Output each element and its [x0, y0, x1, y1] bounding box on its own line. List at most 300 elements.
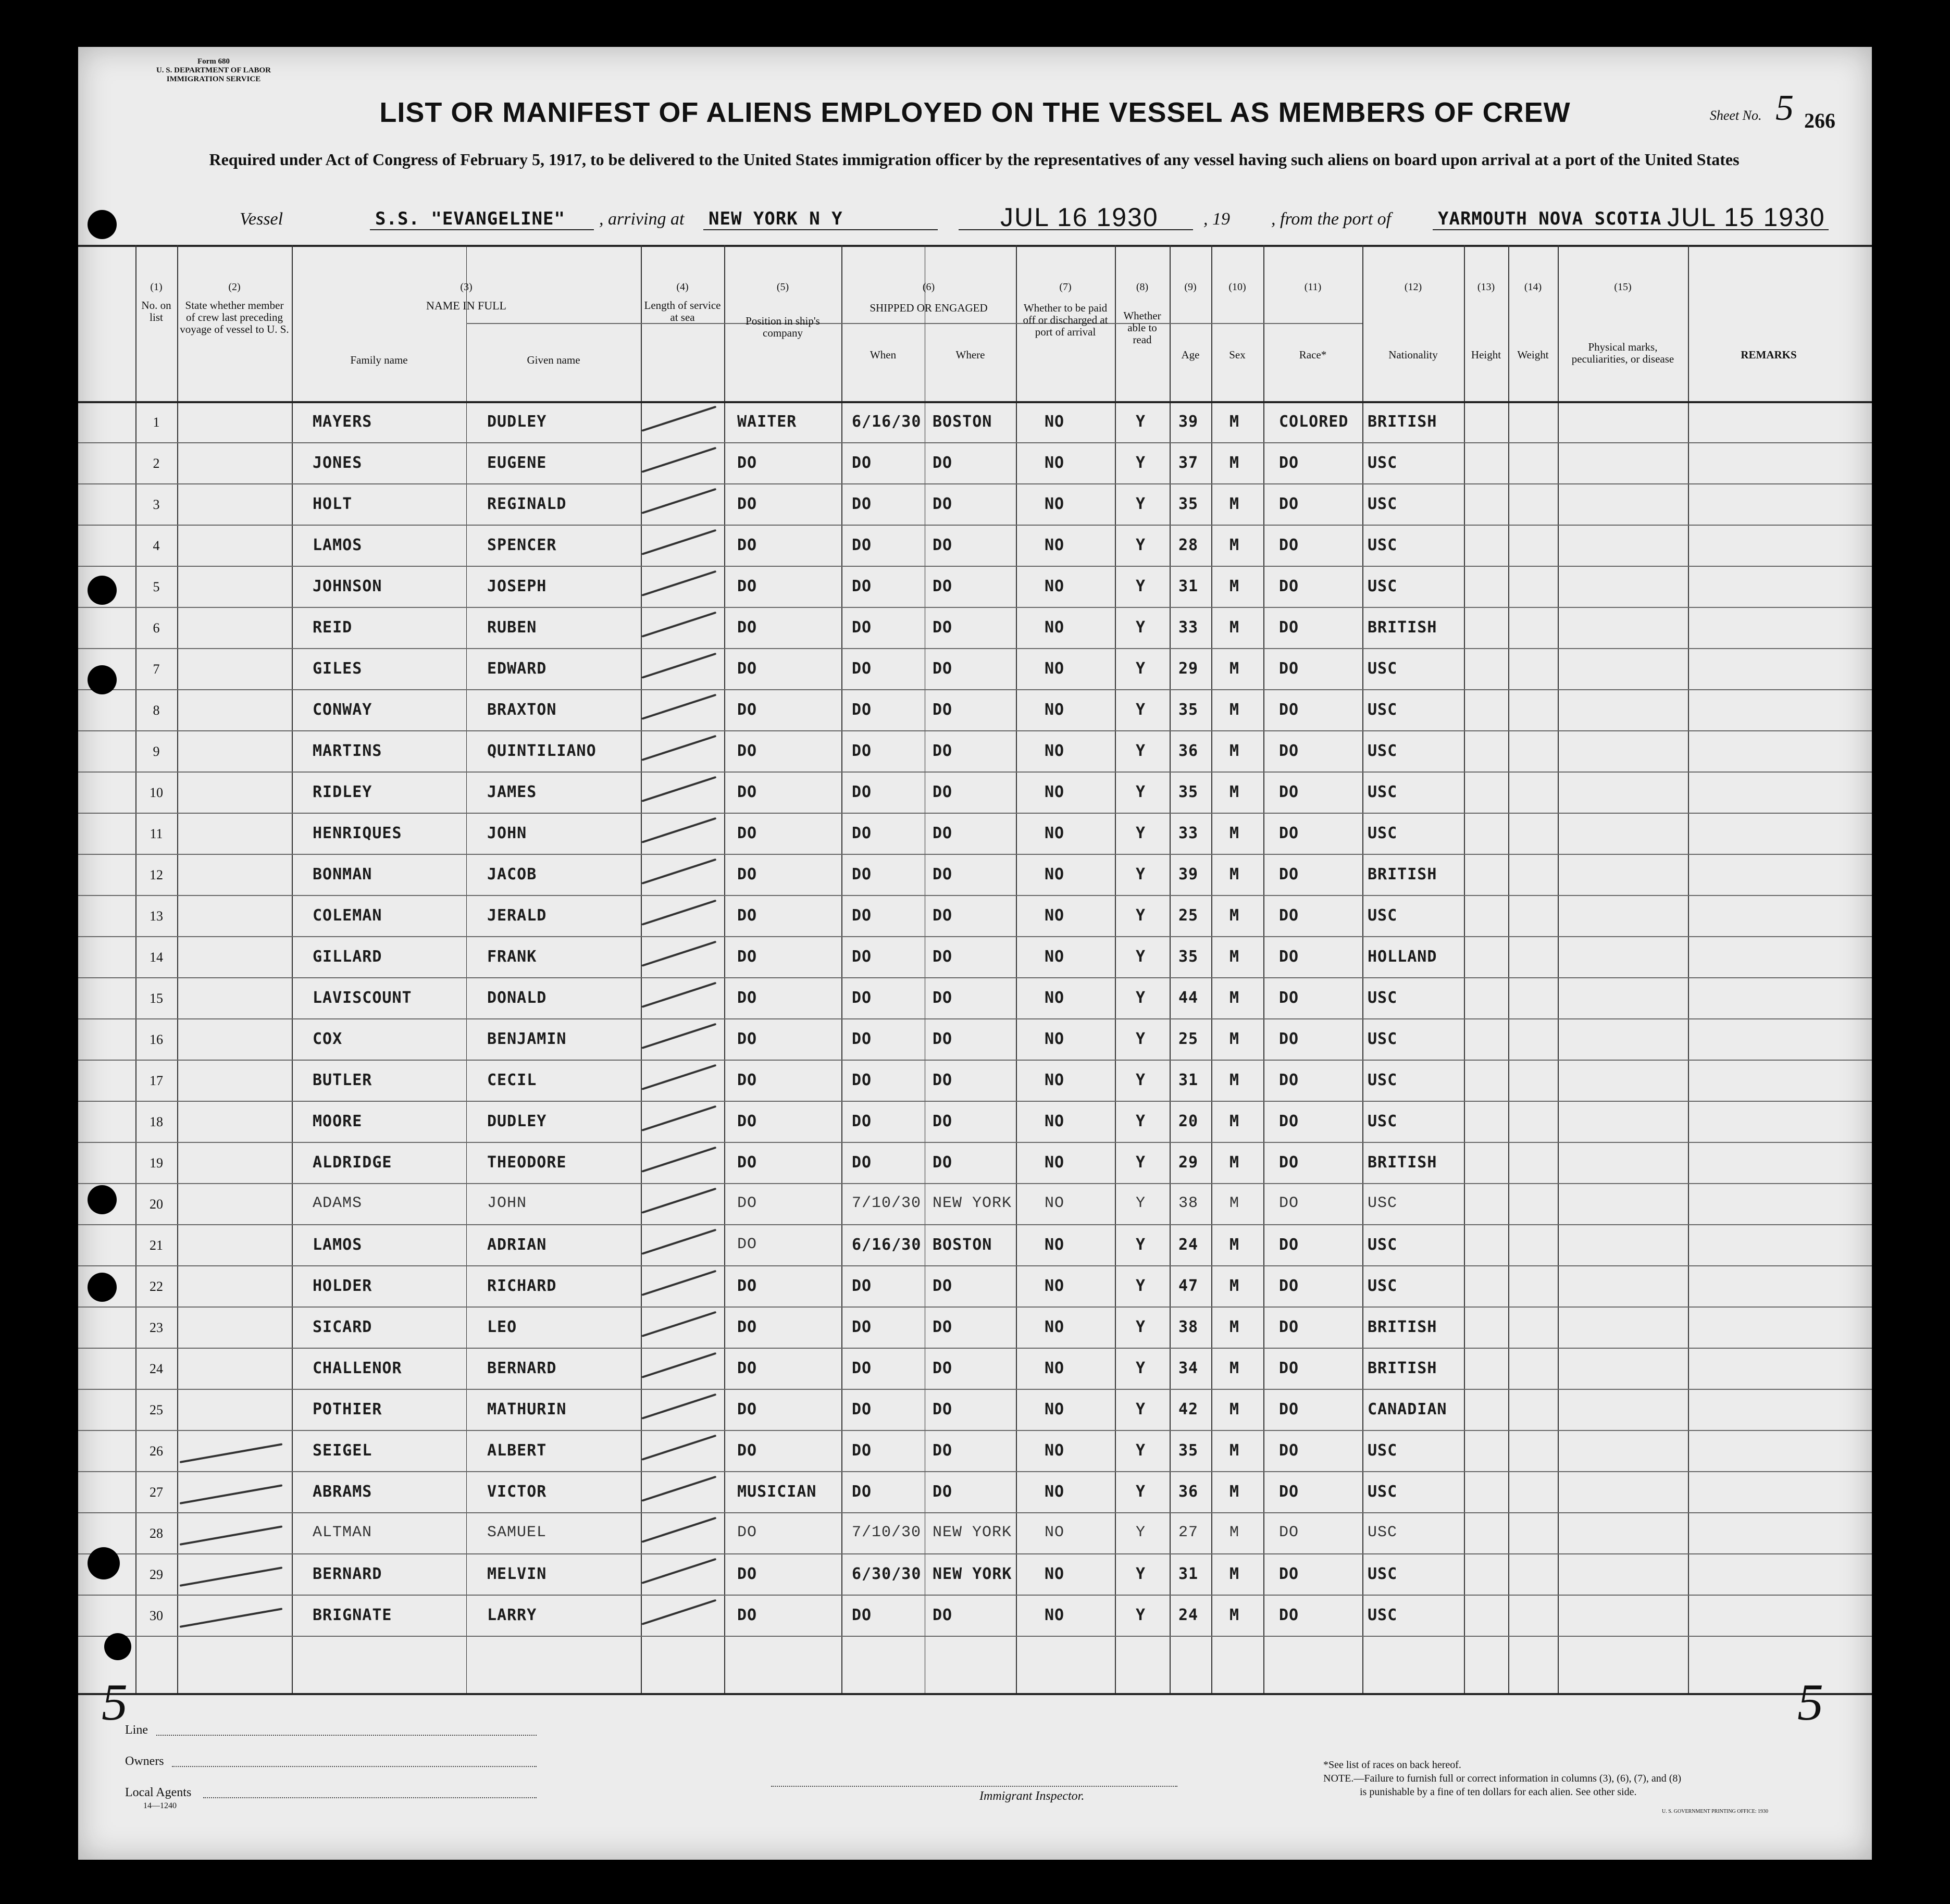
cell-when: DO: [852, 1030, 872, 1048]
cell-family: JONES: [313, 454, 363, 472]
printing-office: U. S. GOVERNMENT PRINTING OFFICE: 1930: [1662, 1809, 1768, 1814]
cell-paid: NO: [1045, 865, 1065, 883]
cell-age: 31: [1178, 577, 1199, 595]
col-num-8: (8): [1136, 281, 1149, 293]
cell-age: 37: [1178, 454, 1199, 472]
cell-nat: USC: [1368, 1565, 1398, 1583]
cell-sex: M: [1229, 659, 1240, 678]
cell-paid: NO: [1045, 1277, 1065, 1295]
footnote-fine: is punishable by a fine of ten dollars for each alien. See other side.: [1360, 1786, 1637, 1798]
service-checkmark: [641, 612, 716, 638]
col-num-12: (12): [1404, 281, 1422, 293]
cell-when: DO: [852, 536, 872, 554]
header-position: Position in ship's company: [746, 315, 820, 339]
cell-paid: NO: [1045, 413, 1065, 431]
cell-nat: USC: [1368, 701, 1398, 719]
cell-nat: BRITISH: [1368, 618, 1437, 637]
row-number: 2: [153, 456, 160, 471]
row-number: 8: [153, 703, 160, 718]
cell-race: DO: [1279, 1071, 1299, 1089]
cell-paid: NO: [1045, 1112, 1065, 1130]
cell-read: Y: [1136, 577, 1146, 595]
service-checkmark: [641, 1311, 716, 1337]
header-height: Height: [1471, 349, 1501, 361]
cell-given: BERNARD: [487, 1359, 557, 1377]
cell-read: Y: [1136, 1112, 1146, 1130]
cell-given: MELVIN: [487, 1565, 547, 1583]
cell-age: 38: [1178, 1194, 1199, 1212]
cell-read: Y: [1136, 1236, 1146, 1254]
cell-read: Y: [1136, 536, 1146, 554]
cell-race: DO: [1279, 577, 1299, 595]
cell-given: JAMES: [487, 783, 537, 801]
cell-sex: M: [1229, 742, 1240, 760]
cell-when: 7/10/30: [852, 1194, 922, 1212]
cell-given: SPENCER: [487, 536, 557, 554]
cell-sex: M: [1229, 1030, 1240, 1048]
cell-read: Y: [1136, 906, 1146, 925]
service-checkmark: [641, 1476, 716, 1502]
service-checkmark: [641, 653, 716, 679]
row-number: 19: [150, 1155, 163, 1171]
cell-age: 29: [1178, 1153, 1199, 1172]
footnote-note: NOTE.—Failure to furnish full or correct information in columns (3), (6), (7), and (8): [1323, 1773, 1682, 1784]
header-given-name: Given name: [527, 354, 580, 366]
cell-family: MARTINS: [313, 742, 382, 760]
cell-family: CHALLENOR: [313, 1359, 402, 1377]
cell-nat: USC: [1368, 1236, 1398, 1254]
cell-family: HOLDER: [313, 1277, 372, 1295]
form-number: Form 680: [197, 57, 230, 66]
cell-family: BUTLER: [313, 1071, 372, 1089]
row-number: 15: [150, 991, 163, 1006]
header-state-whether: State whether member of crew last preceding voyage of vessel to U. S.: [180, 299, 289, 335]
cell-given: ALBERT: [487, 1441, 547, 1460]
cell-position: WAITER: [737, 413, 797, 431]
cell-position: DO: [737, 865, 757, 883]
header-weight: Weight: [1517, 349, 1549, 361]
cell-family: ABRAMS: [313, 1483, 372, 1501]
cell-family: COLEMAN: [313, 906, 382, 925]
cell-when: DO: [852, 1483, 872, 1501]
cell-given: MATHURIN: [487, 1400, 567, 1418]
cell-given: ADRIAN: [487, 1236, 547, 1254]
cell-family: LAMOS: [313, 1236, 363, 1254]
cell-race: DO: [1279, 1318, 1299, 1336]
cell-where: DO: [933, 577, 953, 595]
cell-given: JERALD: [487, 906, 547, 925]
cell-race: DO: [1279, 1277, 1299, 1295]
prior-voyage-mark: [180, 1566, 283, 1587]
cell-sex: M: [1229, 577, 1240, 595]
right-sheet-mark: 5: [1797, 1673, 1823, 1731]
cell-age: 29: [1178, 659, 1199, 678]
vessel-name: S.S. "EVANGELINE": [375, 208, 565, 229]
cell-given: DONALD: [487, 989, 547, 1007]
cell-family: SICARD: [313, 1318, 372, 1336]
cell-given: LARRY: [487, 1606, 537, 1624]
cell-paid: NO: [1045, 536, 1065, 554]
cell-sex: M: [1229, 1483, 1240, 1501]
cell-where: DO: [933, 1606, 953, 1624]
row-number: 29: [150, 1567, 163, 1582]
row-number: 17: [150, 1073, 163, 1088]
sheet-label: Sheet No.: [1709, 108, 1762, 123]
col-num-4: (4): [676, 281, 689, 293]
row-number: 30: [150, 1608, 163, 1623]
service-checkmark: [641, 1352, 716, 1378]
cell-nat: BRITISH: [1368, 413, 1437, 431]
cell-position: DO: [737, 1277, 757, 1295]
cell-paid: NO: [1045, 1194, 1065, 1212]
cell-family: BRIGNATE: [313, 1606, 392, 1624]
cell-sex: M: [1229, 989, 1240, 1007]
cell-position: DO: [737, 1606, 757, 1624]
row-number: 18: [150, 1114, 163, 1129]
cell-given: DUDLEY: [487, 413, 547, 431]
service-checkmark: [641, 1188, 716, 1214]
cell-given: EDWARD: [487, 659, 547, 678]
cell-position: DO: [737, 1236, 757, 1253]
cell-paid: NO: [1045, 1153, 1065, 1172]
header-physical: Physical marks, peculiarities, or disease: [1571, 341, 1674, 365]
cell-position: DO: [737, 742, 757, 760]
cell-where: DO: [933, 906, 953, 925]
cell-nat: BRITISH: [1368, 1153, 1437, 1172]
cell-given: QUINTILIANO: [487, 742, 597, 760]
cell-age: 47: [1178, 1277, 1199, 1295]
col-num-13: (13): [1477, 281, 1495, 293]
cell-nat: USC: [1368, 989, 1398, 1007]
left-sheet-mark: 5: [102, 1673, 128, 1731]
cell-position: DO: [737, 1030, 757, 1048]
cell-paid: NO: [1045, 1400, 1065, 1418]
prior-voyage-mark: [180, 1608, 283, 1628]
service-checkmark: [641, 900, 716, 926]
cell-nat: USC: [1368, 1524, 1398, 1541]
cell-paid: NO: [1045, 948, 1065, 966]
departure-stamp: JUL 15 1930: [1667, 203, 1825, 232]
service-checkmark: [641, 1270, 716, 1296]
cell-race: DO: [1279, 495, 1299, 513]
cell-race: DO: [1279, 865, 1299, 883]
cell-age: 44: [1178, 989, 1199, 1007]
cell-sex: M: [1229, 1112, 1240, 1130]
cell-age: 25: [1178, 906, 1199, 925]
cell-read: Y: [1136, 865, 1146, 883]
cell-where: DO: [933, 454, 953, 472]
cell-paid: NO: [1045, 495, 1065, 513]
cell-family: MOORE: [313, 1112, 363, 1130]
cell-when: DO: [852, 1318, 872, 1336]
cell-sex: M: [1229, 1524, 1240, 1541]
cell-age: 36: [1178, 742, 1199, 760]
service-checkmark: [641, 1558, 716, 1584]
cell-given: THEODORE: [487, 1153, 567, 1172]
cell-paid: NO: [1045, 454, 1065, 472]
cell-sex: M: [1229, 495, 1240, 513]
cell-position: DO: [737, 701, 757, 719]
header-no-on-list: No. on list: [141, 299, 171, 323]
cell-position: DO: [737, 1194, 757, 1212]
col-num-14: (14): [1524, 281, 1542, 293]
cell-paid: NO: [1045, 659, 1065, 678]
row-number: 9: [153, 744, 160, 759]
crew-table: [78, 245, 1872, 1693]
cell-when: DO: [852, 989, 872, 1007]
cell-when: DO: [852, 1071, 872, 1089]
service-checkmark: [641, 529, 716, 555]
cell-read: Y: [1136, 1318, 1146, 1336]
row-number: 28: [150, 1526, 163, 1541]
cell-nat: BRITISH: [1368, 865, 1437, 883]
cell-family: ADAMS: [313, 1194, 363, 1212]
col-num-6: (6): [922, 281, 935, 293]
col-num-9: (9): [1184, 281, 1197, 293]
cell-where: DO: [933, 1030, 953, 1048]
cell-position: DO: [737, 1071, 757, 1089]
cell-paid: NO: [1045, 1524, 1065, 1541]
cell-when: DO: [852, 1400, 872, 1418]
cell-given: EUGENE: [487, 454, 547, 472]
cell-age: 35: [1178, 701, 1199, 719]
cell-given: JOHN: [487, 824, 527, 842]
form-header: [135, 57, 292, 84]
line-label: Line: [125, 1723, 148, 1737]
cell-sex: M: [1229, 783, 1240, 801]
cell-nat: USC: [1368, 1071, 1398, 1089]
service-checkmark: [641, 694, 716, 720]
cell-nat: USC: [1368, 1606, 1398, 1624]
punch-hole: [88, 1185, 117, 1214]
cell-where: NEW YORK: [933, 1524, 1012, 1541]
row-number: 26: [150, 1443, 163, 1459]
cell-age: 35: [1178, 495, 1199, 513]
cell-race: DO: [1279, 1400, 1299, 1418]
cell-nat: USC: [1368, 454, 1398, 472]
header-paid-off: Whether to be paid off or discharged at port of arrival: [1023, 302, 1108, 338]
cell-given: BRAXTON: [487, 701, 557, 719]
cell-family: LAVISCOUNT: [313, 989, 412, 1007]
cell-when: DO: [852, 618, 872, 637]
service-checkmark: [641, 941, 716, 967]
cell-position: DO: [737, 454, 757, 472]
cell-position: DO: [737, 618, 757, 637]
service-checkmark: [641, 1393, 716, 1420]
cell-age: 35: [1178, 783, 1199, 801]
cell-read: Y: [1136, 495, 1146, 513]
from-port: YARMOUTH NOVA SCOTIA: [1438, 208, 1662, 229]
row-number: 10: [150, 785, 163, 800]
row-number: 23: [150, 1320, 163, 1335]
cell-position: DO: [737, 1359, 757, 1377]
cell-race: DO: [1279, 1153, 1299, 1172]
cell-given: BENJAMIN: [487, 1030, 567, 1048]
footnote-races: *See list of races on back hereof.: [1323, 1759, 1461, 1771]
row-number: 24: [150, 1361, 163, 1376]
cell-sex: M: [1229, 1565, 1240, 1583]
cell-age: 31: [1178, 1565, 1199, 1583]
cell-sex: M: [1229, 1153, 1240, 1172]
cell-when: DO: [852, 701, 872, 719]
cell-age: 28: [1178, 536, 1199, 554]
punch-hole: [104, 1633, 131, 1660]
cell-age: 33: [1178, 824, 1199, 842]
cell-race: DO: [1279, 783, 1299, 801]
manifest-sheet: [78, 47, 1872, 1860]
cell-read: Y: [1136, 1483, 1146, 1501]
prior-voyage-mark: [180, 1443, 283, 1463]
row-number: 27: [150, 1485, 163, 1500]
cell-when: DO: [852, 495, 872, 513]
cell-nat: USC: [1368, 906, 1398, 925]
cell-nat: USC: [1368, 1483, 1398, 1501]
cell-paid: NO: [1045, 618, 1065, 637]
cell-position: DO: [737, 906, 757, 925]
cell-race: COLORED: [1279, 413, 1349, 431]
cell-where: DO: [933, 865, 953, 883]
header-sex: Sex: [1229, 349, 1246, 361]
cell-family: SEIGEL: [313, 1441, 372, 1460]
cell-position: DO: [737, 536, 757, 554]
cell-where: DO: [933, 1112, 953, 1130]
service-checkmark: [641, 488, 716, 514]
cell-age: 33: [1178, 618, 1199, 637]
page-title: LIST OR MANIFEST OF ALIENS EMPLOYED ON THE VESSEL AS MEMBERS OF CREW: [379, 97, 1571, 128]
header-where: Where: [955, 349, 985, 361]
cell-position: DO: [737, 1565, 757, 1583]
cell-where: DO: [933, 783, 953, 801]
cell-read: Y: [1136, 413, 1146, 431]
cell-read: Y: [1136, 454, 1146, 472]
cell-where: NEW YORK: [933, 1565, 1012, 1583]
cell-when: DO: [852, 783, 872, 801]
cell-position: DO: [737, 1524, 757, 1541]
cell-family: BONMAN: [313, 865, 372, 883]
col-num-11: (11): [1304, 281, 1322, 293]
cell-family: POTHIER: [313, 1400, 382, 1418]
col-num-1: (1): [150, 281, 163, 293]
cell-position: DO: [737, 577, 757, 595]
arriving-port: NEW YORK N Y: [709, 208, 843, 229]
cell-when: DO: [852, 577, 872, 595]
cell-when: 7/10/30: [852, 1524, 922, 1541]
cell-when: DO: [852, 1441, 872, 1460]
cell-when: DO: [852, 1359, 872, 1377]
cell-sex: M: [1229, 865, 1240, 883]
cell-sex: M: [1229, 701, 1240, 719]
cell-read: Y: [1136, 824, 1146, 842]
row-number: 11: [150, 826, 163, 841]
row-number: 13: [150, 909, 163, 924]
service-checkmark: [641, 1023, 716, 1049]
cell-position: DO: [737, 989, 757, 1007]
cell-read: Y: [1136, 1277, 1146, 1295]
cell-when: DO: [852, 906, 872, 925]
cell-age: 35: [1178, 1441, 1199, 1460]
cell-when: DO: [852, 1153, 872, 1172]
cell-race: DO: [1279, 989, 1299, 1007]
row-number: 21: [150, 1238, 163, 1253]
cell-nat: HOLLAND: [1368, 948, 1437, 966]
service-checkmark: [641, 406, 716, 432]
cell-when: DO: [852, 948, 872, 966]
cell-paid: NO: [1045, 1236, 1065, 1254]
cell-race: DO: [1279, 1359, 1299, 1377]
punch-hole: [88, 1273, 117, 1302]
cell-where: DO: [933, 948, 953, 966]
row-number: 20: [150, 1197, 163, 1212]
cell-where: DO: [933, 1318, 953, 1336]
cell-given: CECIL: [487, 1071, 537, 1089]
cell-paid: NO: [1045, 906, 1065, 925]
cell-when: DO: [852, 659, 872, 678]
col-num-3: (3): [460, 281, 473, 293]
cell-age: 39: [1178, 865, 1199, 883]
cell-when: DO: [852, 1606, 872, 1624]
cell-given: FRANK: [487, 948, 537, 966]
page-subtitle: Required under Act of Congress of February 5, 1917, to be delivered to the United States immigration officer by the representatives of any vessel having such aliens on board upon arrival at a port of the United States: [209, 150, 1740, 169]
cell-read: Y: [1136, 783, 1146, 801]
cell-where: DO: [933, 495, 953, 513]
cell-race: DO: [1279, 1565, 1299, 1583]
cell-paid: NO: [1045, 742, 1065, 760]
cell-position: DO: [737, 659, 757, 678]
cell-read: Y: [1136, 1606, 1146, 1624]
punch-hole: [88, 210, 117, 239]
cell-nat: USC: [1368, 1194, 1398, 1212]
cell-race: DO: [1279, 454, 1299, 472]
cell-paid: NO: [1045, 783, 1065, 801]
cell-sex: M: [1229, 1277, 1240, 1295]
cell-where: BOSTON: [933, 413, 992, 431]
cell-race: DO: [1279, 1112, 1299, 1130]
service-checkmark: [641, 570, 716, 596]
cell-where: DO: [933, 1483, 953, 1501]
header-nationality: Nationality: [1388, 349, 1438, 361]
vessel-line: [240, 203, 1855, 234]
cell-race: DO: [1279, 824, 1299, 842]
cell-paid: NO: [1045, 1318, 1065, 1336]
cell-given: LEO: [487, 1318, 517, 1336]
cell-position: DO: [737, 1441, 757, 1460]
cell-paid: NO: [1045, 1606, 1065, 1624]
header-able-read: Whether able to read: [1123, 309, 1161, 346]
cell-where: DO: [933, 1400, 953, 1418]
cell-where: DO: [933, 1441, 953, 1460]
service: IMMIGRATION SERVICE: [166, 75, 261, 83]
cell-paid: NO: [1045, 1441, 1065, 1460]
cell-when: 6/30/30: [852, 1565, 922, 1583]
owners-label: Owners: [125, 1754, 164, 1768]
cell-nat: USC: [1368, 1112, 1398, 1130]
cell-race: DO: [1279, 536, 1299, 554]
cell-when: DO: [852, 824, 872, 842]
agents-code: 14—1240: [143, 1801, 177, 1810]
cell-when: DO: [852, 742, 872, 760]
cell-given: RICHARD: [487, 1277, 557, 1295]
cell-read: Y: [1136, 618, 1146, 637]
cell-nat: BRITISH: [1368, 1318, 1437, 1336]
row-number: 1: [153, 415, 160, 430]
punch-hole: [88, 1547, 120, 1579]
service-checkmark: [641, 1599, 716, 1625]
cell-given: REGINALD: [487, 495, 567, 513]
cell-position: DO: [737, 948, 757, 966]
cell-read: Y: [1136, 701, 1146, 719]
cell-nat: BRITISH: [1368, 1359, 1437, 1377]
cell-family: COX: [313, 1030, 343, 1048]
